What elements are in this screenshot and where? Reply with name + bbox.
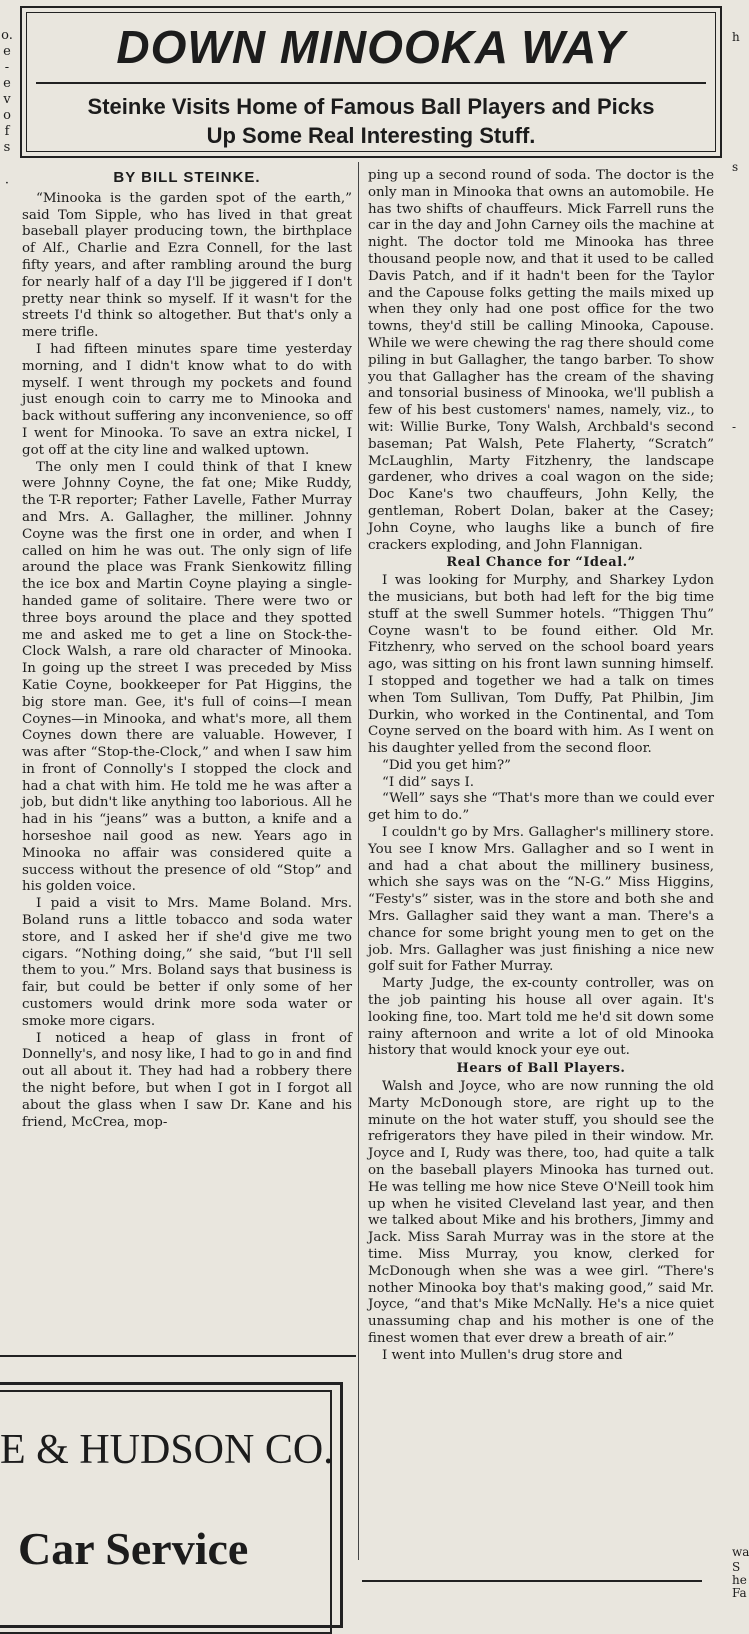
headline-divider — [36, 82, 706, 84]
gutter-fragment: - — [4, 60, 10, 75]
article-paragraph: ping up a second round of soda. The doctor is the only man in Minooka that owns an automobile. He has two shifts of chauffeurs. Mick Farrell runs the car in the day and John Carney oils the machine at night. The doctor told me Minooka has three thousand people now, and that it used to be called Davis Patch, and if it hadn't been for the Taylor and the Capouse folks getting the mails mixed up when they only had one post office for the two towns, they'd still be calling Minooka, Capouse. While we were chewing the rag there should come piling in but Gallagher, the tango barber. To show you that Gallagher has the cream of the shaving and tonsorial business of Minooka, we'll publish a few of his best customers' names, namely, viz., to wit: Willie Burke, Tony Walsh, Archbald's second baseman; Pat Walsh, Pete Flaherty, “Scratch” McLaughlin, Marty Fitzhenry, the landscape gardener, who drives a coal wagon on the side; Doc Kane's two chauffeurs, John Kelly, the gentleman, Robert Dolan, baker at the Casey; John Coyne, who laughs like a bunch of fire crackers exploding, and John Flannigan. — [368, 168, 714, 553]
gutter-fragment: wa — [732, 1545, 749, 1559]
article-paragraph: The only men I could think of that I knew were Johnny Coyne, the fat one; Mike Ruddy, the T-R reporter; Father Lavelle, Father Murray and Mrs. A. Gallagher, the milliner. Johnny Coyne was the first one in order, and when I called on him he was out. The only sign of life around the place was Frank Sienkowitz filling the ice box and Martin Coyne playing a single-handed game of solitaire. There were two or three boys around the place and they spotted me and asked me to get a line on Stock-the-Clock Walsh, a rare old character of Minooka. In going up the street I was preceded by Miss Katie Coyne, bookkeeper for Pat Higgins, the big store man. Gee, it's full of coins—I mean Coynes—in Minooka, and what's more, all them Coynes down there are valuable. However, I was after “Stop-the-Clock,” and when I saw him in front of Connolly's I stopped the clock and had a chat with him. He told me he was after a job, but didn't like anything too laborious. All he had in his “jeans” was a button, a knife and a horseshoe nail good as new. Years ago in Minooka no affair was considered quite a success without the presence of old “Stop” and his golden voice. — [22, 459, 352, 895]
subhead-line-2: Up Some Real Interesting Stuff. — [206, 123, 536, 148]
gutter-fragment: v — [3, 92, 11, 107]
right-gutter-fragments — [732, 0, 749, 1600]
gutter-fragment: s — [732, 160, 739, 174]
column-end-rule — [362, 1580, 702, 1582]
headline: DOWN MINOOKA WAY — [116, 21, 626, 73]
ad-service-title: Car Service — [18, 1523, 249, 1574]
article-paragraph: I couldn't go by Mrs. Gallagher's millinery store. You see I know Mrs. Gallagher and so I went in and had a chat about the millinery business, which she says was on the “N-G.” Miss Higgins, “Festy's” sister, was in the store and both she and Mrs. Gallagher said they want a man. There's a chance for some bright young men to get on the job. Mrs. Gallagher was just finishing a nice new golf suit for Father Murray. — [368, 825, 714, 975]
headline-box — [20, 6, 722, 158]
article-column-1 — [22, 168, 352, 1131]
section-subtitle: Hears of Ball Players. — [456, 1061, 626, 1077]
gutter-fragment: S — [732, 1560, 741, 1574]
article-paragraph: I was looking for Murphy, and Sharkey Lydon the musicians, but both had left for the big time stuff at the swell Summer hotels. “Thiggen Thu” Coyne wasn't to be found either. Old Mr. Fitzhenry, who served on the school board years ago, was sitting on his front lawn sunning himself. I stopped and together we had a talk on times when Tom Sullivan, Tom Duffy, Pat Philbin, Jim Durkin, who worked in the Continental, and Tom Coyne served on the board with him. As I went on his daughter yelled from the second floor. — [368, 573, 714, 757]
ad-company-name: E & HUDSON CO. — [0, 1427, 334, 1473]
gutter-fragment: e — [3, 76, 11, 91]
column-divider — [358, 162, 359, 1560]
gutter-fragment: s — [3, 140, 11, 155]
article-paragraph: “I did” says I. — [382, 774, 475, 790]
article-paragraph: I paid a visit to Mrs. Mame Boland. Mrs. Boland runs a little tobacco and soda water store, and I asked her if she'd give me two cigars. “Nothing doing,” she said, “but I'll sell them to you.” Mrs. Boland says that business is fair, but could be better if only some of her customers would drink more soda water or smoke more cigars. — [22, 896, 352, 1029]
article-paragraph: Walsh and Joyce, who are now running the old Marty McDonough store, are right up to the minute on the hot water stuff, you should see the refrigerators they have piled in their window. Mr. Joyce and I, Rudy was there, too, had quite a talk on the baseball players Minooka has turned out. He was telling me how nice Steve O'Neill took him up when he visited Cleveland last year, and then we talked about Mike and his brothers, Jimmy and Jack. Miss Sarah Murray was in the store at the time. Miss Murray, you know, clerked for McDonough when she was a wee girl. “There's nother Minooka boy that's making good,” said Mr. Joyce, “and that's Mike McNally. He's a nice quiet unassuming chap and his mother is one of the finest women that ever drew a breath of air.” — [368, 1079, 714, 1346]
subhead-line-1: Steinke Visits Home of Famous Ball Players and Picks — [87, 94, 655, 119]
article-paragraph: “Did you get him?” — [382, 757, 511, 773]
gutter-fragment: o. — [1, 28, 13, 43]
gutter-fragment: e — [3, 44, 11, 59]
gutter-fragment: - — [732, 420, 737, 434]
subheadline — [22, 92, 720, 150]
article-paragraph: I had fifteen minutes spare time yesterday morning, and I didn't know what to do with myself. I went through my pockets and found just enough coin to carry me to Minooka and back without suffering any inconvenience, so off I went for Minooka. To save an extra nickel, I got off at the city line and walked uptown. — [22, 341, 352, 458]
article-paragraph: “Minooka is the garden spot of the earth,” said Tom Sipple, who has lived in that great baseball player producing town, the birthplace of Alf., Charlie and Ezra Connell, for the last fifty years, and after rambling around the burg for nearly half of a day I'll be jiggered if I don't pretty near think so myself. If it wasn't for the streets I'd think so altogether. But that's only a mere trifle. — [22, 190, 352, 341]
article-paragraph: Marty Judge, the ex-county controller, was on the job painting his house all over again. It's looking fine, too. Mart told me he'd sit down some rainy afternoon and write a lot of old Minooka history that would knock your eye out. — [368, 976, 714, 1059]
gutter-fragment: o — [3, 108, 11, 123]
advertisement — [0, 1362, 352, 1600]
gutter-fragment: he — [732, 1573, 747, 1587]
section-subtitle: Real Chance for “Ideal.” — [446, 555, 636, 571]
gutter-fragment: f — [4, 124, 10, 139]
article-paragraph: I went into Mullen's drug store and — [382, 1347, 623, 1363]
gutter-fragment: Fa — [732, 1586, 747, 1600]
gutter-fragment: h — [732, 30, 740, 44]
column-end-rule — [0, 1355, 356, 1357]
gutter-fragment: · — [4, 176, 10, 191]
article-paragraph: I noticed a heap of glass in front of Donnelly's, and nosy like, I had to go in and find out all about it. They had had a robbery there the night before, but when I got in I forgot all about the glass when I saw Dr. Kane and his friend, McCrea, mop- — [22, 1030, 352, 1130]
left-gutter-fragments — [0, 0, 14, 1600]
article-column-2 — [368, 168, 714, 1365]
byline: BY BILL STEINKE. — [113, 169, 261, 186]
article-paragraph: “Well” says she “That's more than we could ever get him to do.” — [368, 791, 714, 824]
